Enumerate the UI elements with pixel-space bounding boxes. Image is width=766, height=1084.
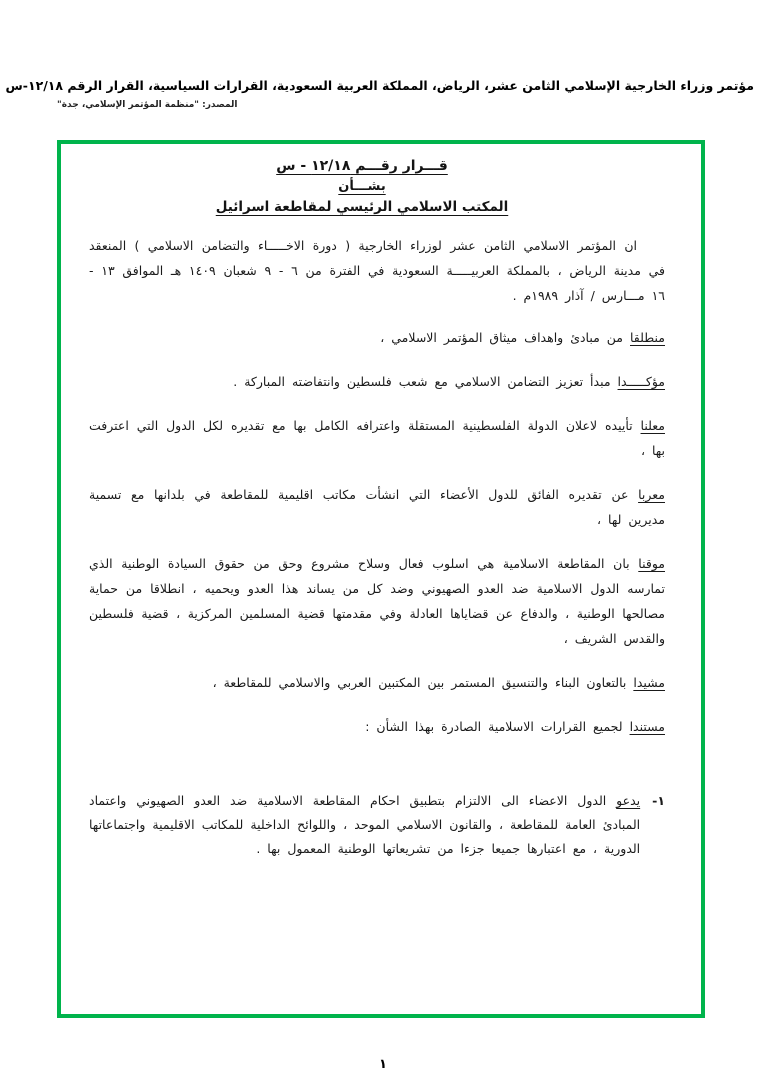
clause-lead: مشيدا (633, 675, 665, 690)
item-number: ١- (652, 793, 665, 808)
clause-lead: معربا (638, 487, 665, 502)
clause-lead: معلنا (640, 418, 665, 433)
clause-text: من مبادئ واهداف ميثاق المؤتمر الاسلامي ، (380, 330, 624, 345)
clause-lead: منطلقا (630, 330, 665, 345)
page-number: ١ (379, 1057, 387, 1072)
clause-paragraph (89, 714, 665, 739)
clause-paragraph (89, 670, 665, 695)
clause-text: عن تقديره الفائق للدول الأعضاء التي انشأت مكاتب اقليمية للمقاطعة في بلدانها مع تسمية مديرين لها ، (89, 487, 665, 527)
resolution-title-block (89, 158, 635, 215)
clause-text: تأييده لاعلان الدولة الفلسطينية المستقلة واعترافه الكامل بها مع تقديره لكل الدول التي اعترفت بها ، (89, 418, 665, 458)
document-scan-frame (57, 140, 705, 1018)
numbered-item (89, 789, 665, 861)
preamble-paragraph: ان المؤتمر الاسلامي الثامن عشر لوزراء الخارجية ( دورة الاخـــــاء والتضامن الاسلامي ) المنعقد في مدينة الرياض ، بالمملكة العربيـــــة السعودية في الفترة من ٦ - ٩ شعبان ١٤٠٩ هـ الموافق ١٣ - ١٦ مـــارس / آذار ١٩٨٩م . (89, 238, 666, 303)
clause-lead: موقنا (638, 556, 665, 571)
clause-paragraph (89, 325, 665, 350)
resolution-subject: المكتب الاسلامي الرئيسي لمقاطعة اسرائيل (215, 199, 509, 215)
resolution-number: قـــرار رقـــم ١٢/١٨ - س (276, 158, 448, 174)
clause-paragraph (89, 551, 665, 651)
clause-paragraph (89, 482, 665, 532)
item-text: الدول الاعضاء الى الالتزام بتطبيق احكام المقاطعة الاسلامية ضد العدو الصهيوني واعتماد المبادئ العامة للمقاطعة ، والقانون الاسلامي الموحد ، واللوائح الداخلية للمكاتب الاقليمية واجتماعاتها الدورية ، مع اعتبارها جميعا جزءا من تشريعاتها الوطنية المعمول بها . (89, 793, 641, 856)
item-lead: يدعو (616, 793, 641, 808)
citation-header: مؤتمر وزراء الخارجية الإسلامي الثامن عشر، الرياض، المملكة العربية السعودية، القرارات السياسية، القرار الرقم ١٢/١٨-س (5, 78, 754, 93)
clause-text: بالتعاون البناء والتنسيق المستمر بين المكتبين العربي والاسلامي للمقاطعة ، (212, 675, 627, 690)
item-body (89, 789, 640, 861)
clause-paragraph (89, 413, 665, 463)
clause-lead: مؤكـــــدا (617, 374, 665, 389)
clause-paragraph (89, 369, 665, 394)
clause-text: لجميع القرارات الاسلامية الصادرة بهذا الشأن : (365, 719, 623, 734)
operative-items (89, 789, 665, 861)
resolution-about-label: بشـــأن (338, 179, 386, 194)
clause-text: بان المقاطعة الاسلامية هي اسلوب فعال وسلاح مشروع وحق من حقوق السيادة الوطنية الذي تمارسه الدول الاسلامية ضد العدو الصهيوني وضد كل من يساند هذا العدو ويحميه ، انطلاقا من حماية مصالحها الوطنية ، والدفاع عن قضاياها العادلة وفي مقدمتها قضية المسلمين المركزية ، قضية فلسطين والقدس الشريف ، (89, 556, 665, 646)
clause-lead: مستندا (629, 719, 665, 734)
clause-text: مبدأ تعزيز التضامن الاسلامي مع شعب فلسطين وانتفاضته المباركة . (233, 374, 611, 389)
source-note: المصدر: "منظمة المؤتمر الإسلامي، جدة" (57, 100, 238, 110)
